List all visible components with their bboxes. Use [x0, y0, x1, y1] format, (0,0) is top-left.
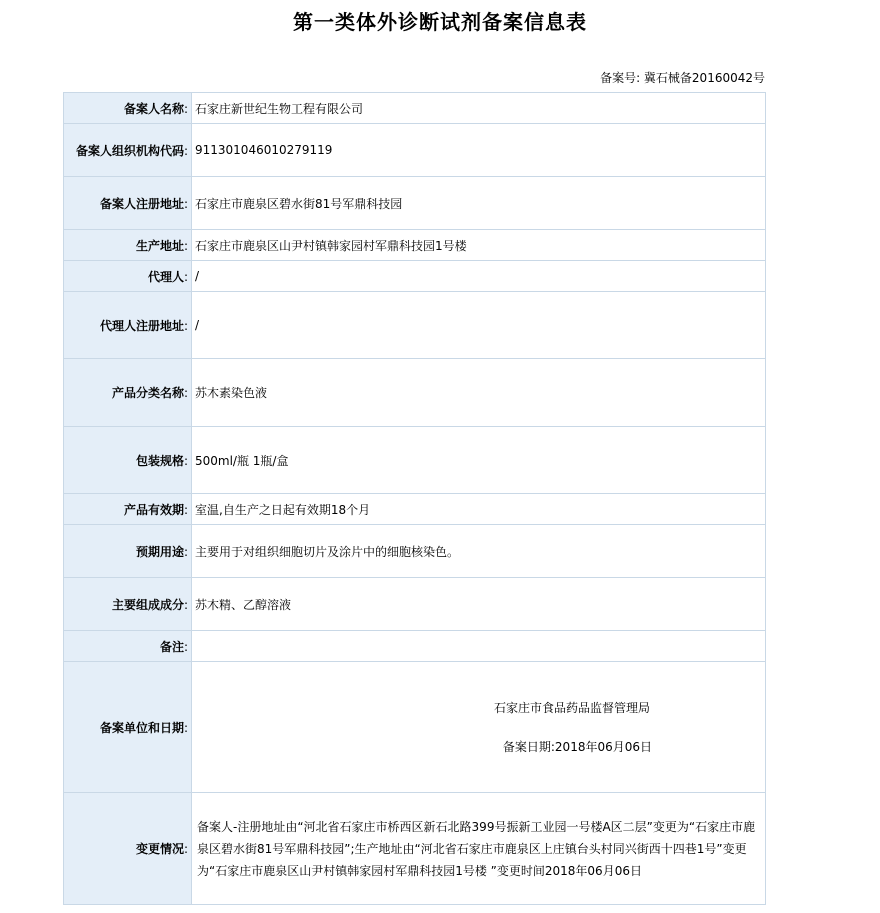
label-remarks: 备注:	[64, 631, 192, 662]
filing-info-table	[63, 92, 766, 905]
value-production-address: 石家庄市鹿泉区山尹村镇韩家园村军鼎科技园1号楼	[192, 230, 766, 261]
value-package-spec: 500ml/瓶 1瓶/盒	[192, 427, 766, 494]
table-row	[64, 230, 766, 261]
label-shelf-life: 产品有效期:	[64, 494, 192, 525]
filing-authority: 石家庄市食品药品监督管理局	[493, 701, 650, 715]
table-row	[64, 177, 766, 230]
table-row	[64, 292, 766, 359]
label-agent: 代理人:	[64, 261, 192, 292]
table-row	[64, 359, 766, 427]
value-agent: /	[192, 261, 766, 292]
filing-date: 备案日期:2018年06月06日	[502, 740, 652, 754]
value-main-components: 苏木精、乙醇溶液	[192, 578, 766, 631]
table-row	[64, 494, 766, 525]
page-title: 第一类体外诊断试剂备案信息表	[293, 10, 587, 34]
value-change-history	[192, 793, 766, 905]
label-registered-address: 备案人注册地址:	[64, 177, 192, 230]
table-row	[64, 427, 766, 494]
value-filing-unit-date	[192, 662, 766, 793]
value-agent-address: /	[192, 292, 766, 359]
value-remarks	[192, 631, 766, 662]
table-row	[64, 525, 766, 578]
value-intended-use: 主要用于对组织细胞切片及涂片中的细胞核染色。	[192, 525, 766, 578]
label-intended-use: 预期用途:	[64, 525, 192, 578]
table-row	[64, 662, 766, 793]
value-filer-name: 石家庄新世纪生物工程有限公司	[192, 93, 766, 124]
table-row	[64, 578, 766, 631]
label-filing-unit-date: 备案单位和日期:	[64, 662, 192, 793]
label-change-history: 变更情况:	[64, 793, 192, 905]
label-agent-address: 代理人注册地址:	[64, 292, 192, 359]
table-row	[64, 793, 766, 905]
table-row	[64, 93, 766, 124]
label-production-address: 生产地址:	[64, 230, 192, 261]
value-product-category: 苏木素染色液	[192, 359, 766, 427]
label-filer-name: 备案人名称:	[64, 93, 192, 124]
label-main-components: 主要组成成分:	[64, 578, 192, 631]
value-org-code: 911301046010279119	[192, 124, 766, 177]
change-history-text: 备案人-注册地址由“河北省石家庄市桥西区新石北路399号振新工业园一号楼A区二层”变更为“石家庄市鹿泉区碧水街81号军鼎科技园”;生产地址由“河北省石家庄市鹿泉区上庄镇台头村同兴街西十四巷1号”变更为“石家庄市鹿泉区山尹村镇韩家园村军鼎科技园1号楼 ”变更时间2018年06月06日	[197, 819, 756, 878]
record-number: 备案号: 冀石械备20160042号	[600, 71, 765, 85]
value-shelf-life: 室温,自生产之日起有效期18个月	[192, 494, 766, 525]
label-package-spec: 包装规格:	[64, 427, 192, 494]
label-product-category: 产品分类名称:	[64, 359, 192, 427]
label-org-code: 备案人组织机构代码:	[64, 124, 192, 177]
table-row	[64, 631, 766, 662]
table-row	[64, 124, 766, 177]
value-registered-address: 石家庄市鹿泉区碧水街81号军鼎科技园	[192, 177, 766, 230]
table-row	[64, 261, 766, 292]
